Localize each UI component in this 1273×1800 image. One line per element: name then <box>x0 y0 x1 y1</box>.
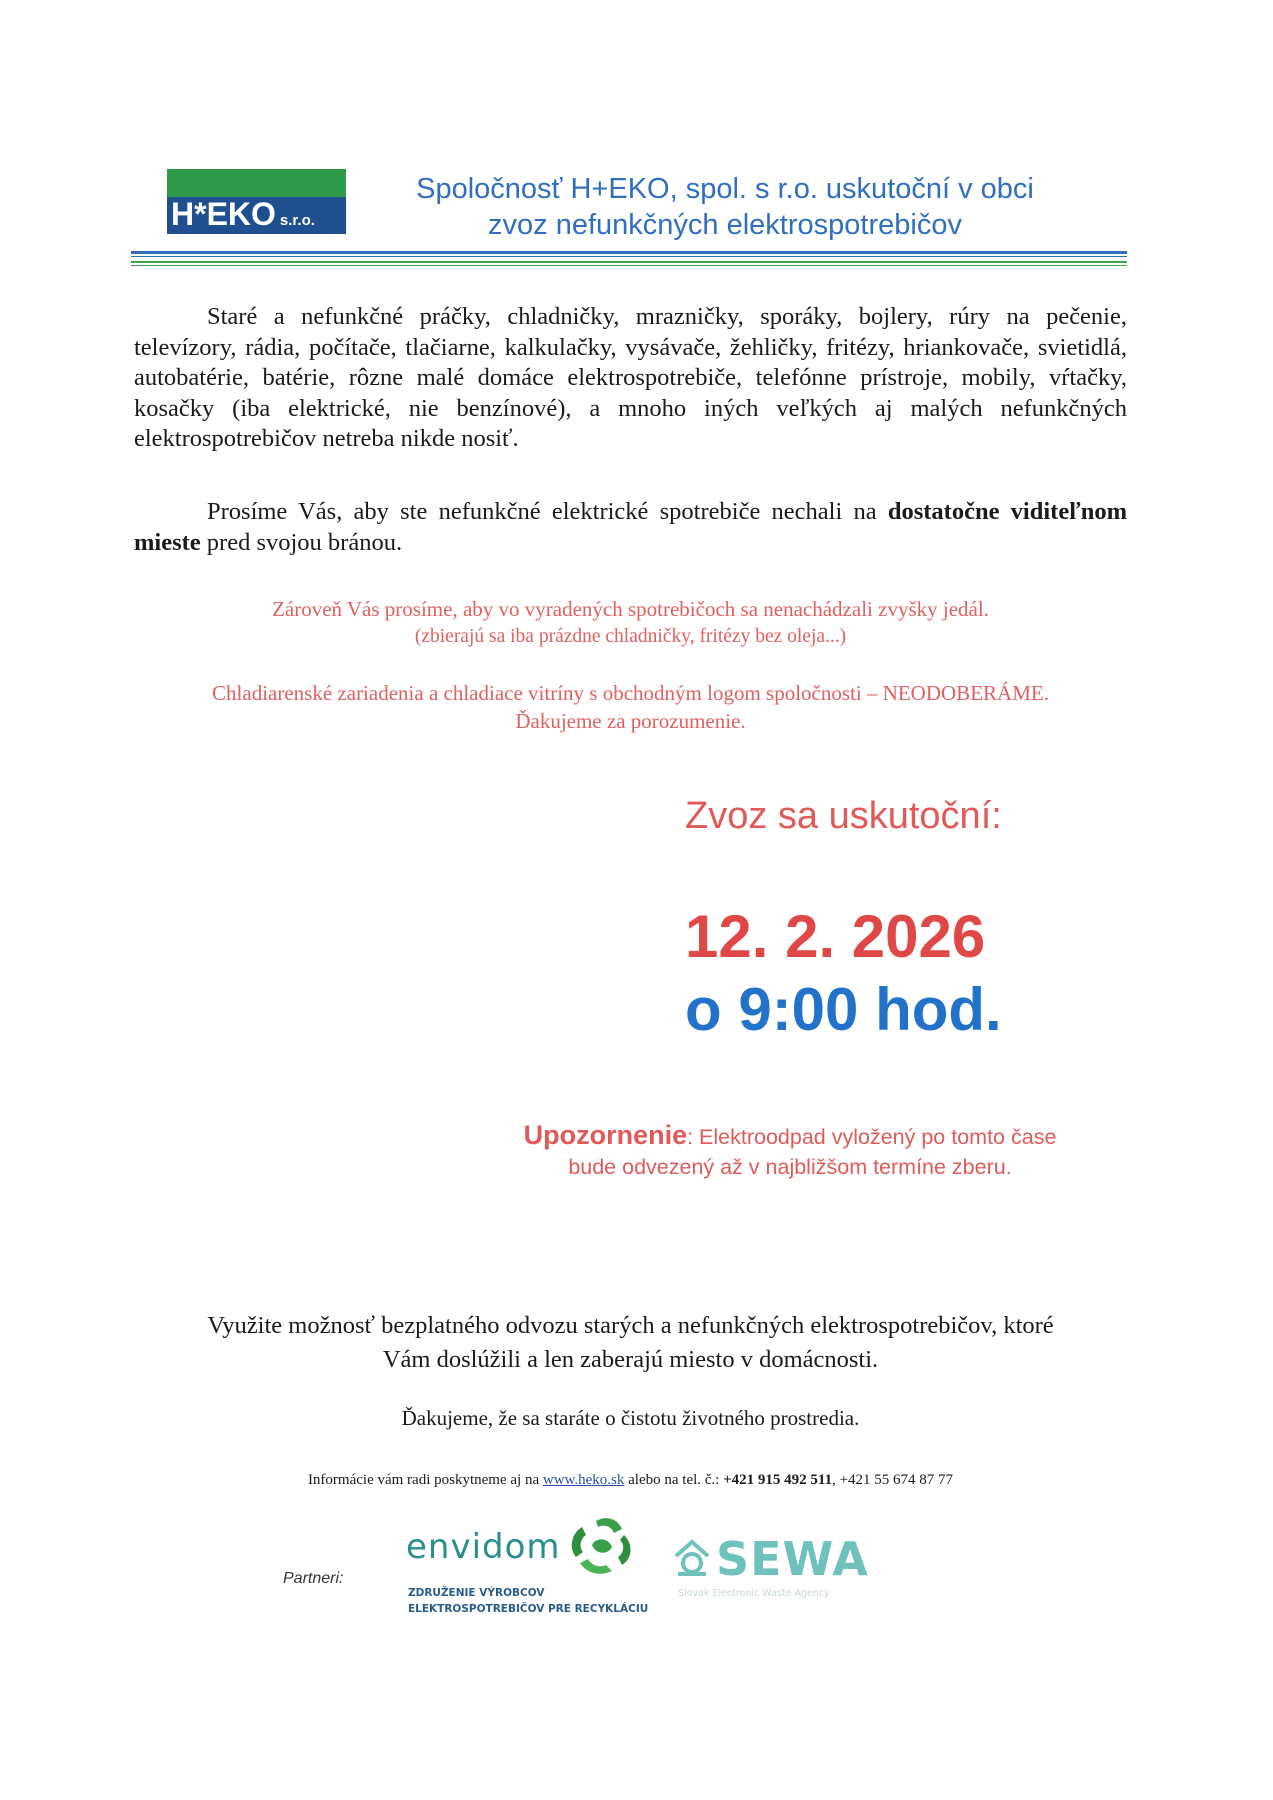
collection-date: 12. 2. 2026 <box>685 903 986 970</box>
closing-paragraph <box>134 1309 1127 1377</box>
phone-secondary: +421 55 674 87 77 <box>839 1472 954 1488</box>
thanks-line: Ďakujeme, že sa staráte o čistotu životného prostredia. <box>401 1406 860 1430</box>
website-link[interactable]: www.heko.sk <box>542 1472 625 1488</box>
header-title <box>370 171 1080 243</box>
envidom-subtitle <box>408 1585 648 1617</box>
envidom-name: envidom <box>406 1527 561 1567</box>
food-note-line2: (zbierajú sa iba prázdne chladničky, fritézy bez oleja...) <box>414 626 847 647</box>
warning-notice <box>430 1120 1150 1182</box>
food-note-line1: Zároveň Vás prosíme, aby vo vyradených spotrebičoch sa nenachádzali zvyšky jedál. <box>272 597 989 621</box>
sewa-name: SEWA <box>716 1532 869 1586</box>
envidom-logo <box>406 1515 649 1625</box>
refrigeration-note-line1: Chladiarenské zariadenia a chladiace vitríny s obchodným logom spoločnosti – NEODOBERÁME. <box>212 681 1049 705</box>
header-divider-green-thin <box>131 265 1127 266</box>
placement-text-end: pred svojou bránou. <box>200 528 403 556</box>
sewa-subtitle: Slovak Electronic Waste Agency <box>678 1588 830 1599</box>
header-divider-blue <box>131 251 1127 254</box>
placement-text-bold: dostatočne viditeľnom mieste <box>134 498 1127 556</box>
food-remnants-note <box>134 595 1127 651</box>
sewa-logo <box>672 1532 869 1612</box>
closing-line1: Využite možnosť bezplatného odvozu starých a nefunkčných elektrospotrebičov, ktoré <box>207 1312 1054 1339</box>
warning-line1 <box>430 1120 1150 1152</box>
header-title-line2: zvoz nefunkčných elektrospotrebičov <box>488 209 962 241</box>
logo-text <box>171 195 315 240</box>
envidom-subtitle-line1: ZDRUŽENIE VÝROBCOV <box>408 1587 545 1599</box>
collection-time: o 9:00 hod. <box>685 976 1002 1043</box>
recycle-leaves-icon <box>566 1515 638 1581</box>
logo-suffix: s.r.o. <box>279 212 315 229</box>
contact-separator: , <box>832 1472 840 1488</box>
logo-name: H*EKO <box>171 196 276 232</box>
collection-label: Zvoz sa uskutoční: <box>685 795 1002 837</box>
header-title-line1: Spoločnosť H+EKO, spol. s r.o. uskutoční v obci <box>416 173 1034 205</box>
closing-line2: Vám doslúžili a len zaberajú miesto v domácnosti. <box>382 1346 879 1373</box>
header-divider-blue-thin <box>131 256 1127 257</box>
header-divider-green <box>131 261 1127 263</box>
warning-text-line1: : Elektroodpad vyložený po tomto čase <box>687 1125 1057 1149</box>
contact-middle: alebo na tel. č.: <box>624 1472 724 1488</box>
contact-info <box>134 1472 1127 1489</box>
partners-label: Partneri: <box>283 1570 344 1587</box>
warning-text-line2: bude odvezený až v najbližšom termíne zberu. <box>568 1155 1012 1179</box>
envidom-subtitle-line2: ELEKTROSPOTREBIČOV PRE RECYKLÁCIU <box>408 1603 649 1615</box>
phone-primary: +421 915 492 511 <box>723 1472 833 1488</box>
logo-green-band <box>167 169 346 197</box>
refrigeration-note-line2: Ďakujeme za porozumenie. <box>515 709 746 733</box>
placement-request-paragraph <box>134 497 1127 558</box>
placement-text-start: Prosíme Vás, aby ste nefunkčné elektrické spotrebiče nechali na <box>207 498 888 525</box>
refrigeration-note <box>134 679 1127 735</box>
heko-logo <box>167 169 346 234</box>
contact-prefix: Informácie vám radi poskytneme aj na <box>307 1472 543 1488</box>
warning-label: Upozornenie <box>523 1120 688 1150</box>
appliance-list-paragraph: Staré a nefunkčné práčky, chladničky, mrazničky, sporáky, bojlery, rúry na pečenie, televízory, rádia, počítače, tlačiarne, kalkulačky, vysávače, žehličky, fritézy, hriankovače, svietidlá, autobatérie, batérie, rôzne malé domáce elektrospotrebiče, telefónne prístroje, mobily, vŕtačky, kosačky (iba elektrické, nie benzínové), a mnoho iných veľkých aj malých nefunkčných elektrospotrebičov netreba nikde nosiť. <box>134 303 1127 452</box>
house-icon <box>672 1538 712 1578</box>
